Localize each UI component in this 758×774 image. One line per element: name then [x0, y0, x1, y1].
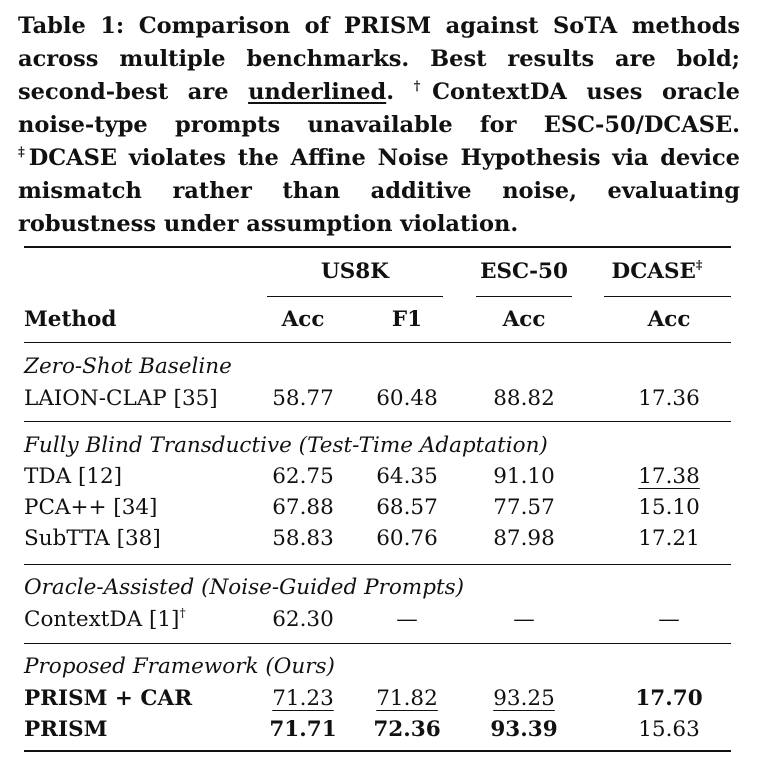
caption-text-4: DCASE violates the Affine Noise Hypothesis via device mismatch rather than additive noise, evaluating robustness under assumption violation.	[18, 145, 740, 237]
col-header-dcase-acc: Acc	[647, 307, 691, 332]
esc50-acc-cell: 93.25	[493, 686, 555, 711]
dcase-acc-cell: 17.70	[635, 686, 703, 711]
table-bottom-rule	[24, 750, 731, 752]
header-bottom-rule	[24, 342, 731, 343]
caption-label: Table 1:	[18, 13, 125, 39]
caption-dagger: †	[413, 79, 433, 94]
col-header-method: Method	[24, 307, 117, 332]
dcase-acc-cell: 15.63	[638, 717, 700, 742]
section-title-fully-blind: Fully Blind Transductive (Test-Time Adaptation)	[24, 433, 548, 458]
dcase-group-rule	[604, 296, 731, 297]
us8k-f1-cell: 68.57	[376, 495, 438, 520]
esc50-acc-cell: 87.98	[493, 526, 555, 551]
method-cell: SubTTA [38]	[24, 526, 161, 551]
us8k-acc-cell: 58.83	[272, 526, 334, 551]
dcase-double-dagger: ‡	[695, 257, 703, 272]
us8k-acc-cell: 71.71	[269, 717, 337, 742]
us8k-f1-cell: 60.76	[376, 526, 438, 551]
esc50-acc-cell: 93.39	[490, 717, 558, 742]
esc50-acc-cell: 77.57	[493, 495, 555, 520]
table-top-rule	[24, 246, 731, 248]
method-cell: PRISM + CAR	[24, 686, 193, 711]
group-header-esc50: ESC-50	[480, 259, 568, 284]
col-header-us8k-acc: Acc	[281, 307, 325, 332]
caption-text-1: Comparison of PRISM against SoTA methods across multiple benchmarks. Best results are bold; second-best are	[18, 13, 740, 105]
esc50-acc-cell: —	[513, 607, 535, 632]
dcase-acc-cell: 17.38	[638, 464, 700, 489]
dcase-acc-cell: 17.21	[638, 526, 700, 551]
dcase-acc-cell: 17.36	[638, 386, 700, 411]
us8k-acc-cell: 58.77	[272, 386, 334, 411]
us8k-f1-cell: 60.48	[376, 386, 438, 411]
col-header-us8k-f1: F1	[391, 307, 423, 332]
group-header-us8k: US8K	[321, 259, 389, 284]
us8k-acc-cell: 67.88	[272, 495, 334, 520]
section-rule-2	[24, 564, 731, 565]
method-cell: PRISM	[24, 717, 108, 742]
section-title-oracle-assisted: Oracle-Assisted (Noise-Guided Prompts)	[24, 575, 465, 600]
us8k-f1-cell: 72.36	[373, 717, 441, 742]
section-rule-3	[24, 643, 731, 644]
dcase-acc-cell: —	[658, 607, 680, 632]
method-cell: LAION-CLAP [35]	[24, 386, 218, 411]
caption-text-3: ContextDA uses oracle noise-type prompts unavailable for ESC-50/DCASE.	[18, 79, 740, 138]
esc50-group-rule	[476, 296, 572, 297]
us8k-group-rule	[267, 296, 443, 297]
us8k-acc-cell: 62.30	[272, 607, 334, 632]
us8k-acc-cell: 71.23	[272, 686, 334, 711]
section-title-zero-shot: Zero-Shot Baseline	[24, 354, 232, 379]
us8k-f1-cell: 71.82	[376, 686, 438, 711]
us8k-acc-cell: 62.75	[272, 464, 334, 489]
group-header-dcase: DCASE‡	[611, 257, 703, 284]
table-caption	[18, 10, 740, 241]
col-header-esc50-acc: Acc	[502, 307, 546, 332]
caption-double-dagger: ‡	[18, 145, 29, 160]
esc50-acc-cell: 91.10	[493, 464, 555, 489]
esc50-acc-cell: 88.82	[493, 386, 555, 411]
caption-underlined-word: underlined	[248, 79, 387, 105]
caption-text-2: .	[386, 79, 414, 105]
section-title-proposed: Proposed Framework (Ours)	[24, 654, 335, 679]
dcase-acc-cell: 15.10	[638, 495, 700, 520]
method-cell: PCA++ [34]	[24, 495, 158, 520]
section-rule-1	[24, 421, 731, 422]
dagger-mark: †	[179, 605, 186, 620]
method-cell: ContextDA [1]†	[24, 605, 186, 632]
method-cell: TDA [12]	[24, 464, 123, 489]
us8k-f1-cell: 64.35	[376, 464, 438, 489]
us8k-f1-cell: —	[396, 607, 418, 632]
